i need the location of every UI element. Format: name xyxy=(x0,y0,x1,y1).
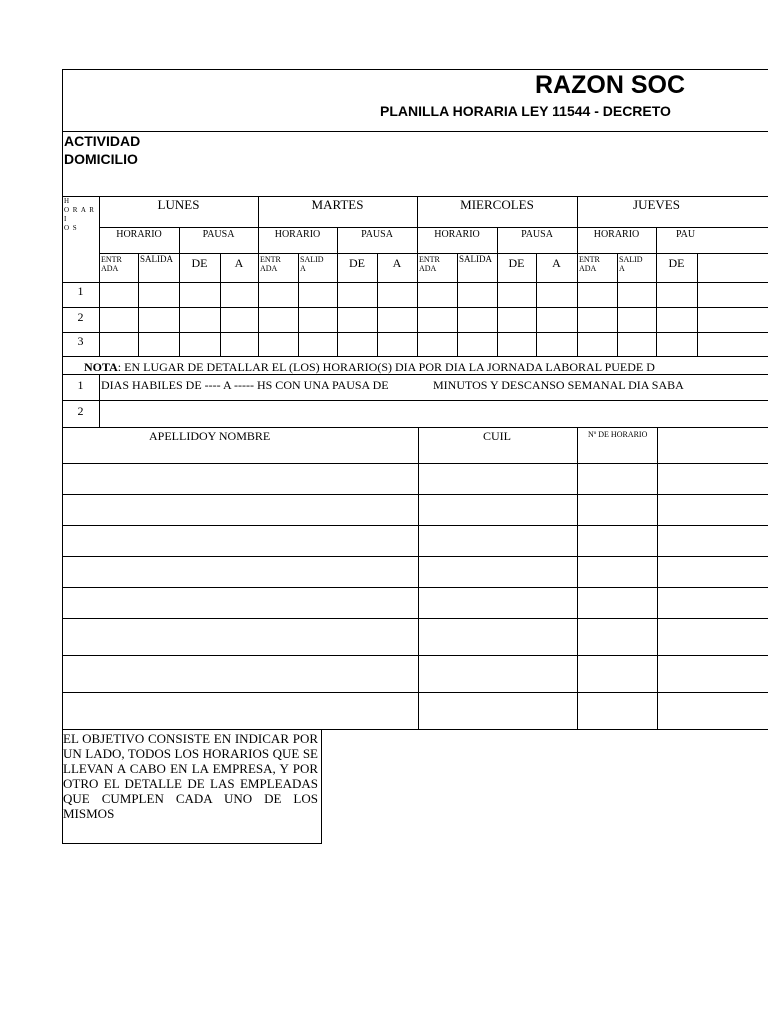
entrada-header-lunes: ENTR ADA xyxy=(101,255,122,273)
jornada-num-border xyxy=(99,374,100,427)
a-header-lunes: A xyxy=(234,256,244,270)
day-header-miercoles: MIERCOLES xyxy=(460,197,534,212)
left-border xyxy=(62,69,63,843)
note-box-right xyxy=(321,729,322,843)
horarios-col-border xyxy=(99,196,100,356)
pausa-border-martes xyxy=(337,227,338,356)
de-header-martes: DE xyxy=(349,256,365,270)
day-border-jueves xyxy=(577,196,578,356)
pausa-border-miercoles xyxy=(497,227,498,356)
pausa-header-jueves: PAU xyxy=(676,229,696,240)
pausa-border-jueves xyxy=(656,227,657,356)
de-header-jueves: DE xyxy=(668,256,685,270)
emp-row-line-7 xyxy=(62,655,768,656)
nota-label: NOTA xyxy=(84,360,118,374)
row-number-3: 3 xyxy=(77,334,84,348)
nota-line xyxy=(84,361,655,373)
salida-header-jueves: SALID A xyxy=(619,255,643,273)
page-title: RAZON SOC xyxy=(535,71,685,99)
row-2-top xyxy=(62,307,768,308)
day-header-jueves: JUEVES xyxy=(633,197,680,212)
day-header-martes: MARTES xyxy=(311,197,364,212)
colheader-border xyxy=(99,253,768,254)
objective-note: EL OBJETIVO CONSISTE EN INDICAR POR UN LADO, TODOS LOS HORARIOS QUE SE LLEVAN A CABO EN LA EMPRESA, Y POR OTRO EL DETALLE DE LAS EMPLEADAS QUE CUMPLEN CADA UNO DE LOS MISMOS xyxy=(63,731,318,821)
schedule-bottom xyxy=(62,356,768,357)
salida-border-miercoles xyxy=(457,253,458,356)
a-header-miercoles: A xyxy=(552,256,561,270)
pausa-header-martes: PAUSA xyxy=(361,229,393,240)
emp-row-line-1 xyxy=(62,463,768,464)
day-border-martes xyxy=(258,196,259,356)
jornada-number-2: 2 xyxy=(77,404,84,418)
jornada-mid xyxy=(62,400,768,401)
emp-header-cuil: CUIL xyxy=(483,429,511,443)
row-3-top xyxy=(62,332,768,333)
row-number-2: 2 xyxy=(77,310,84,324)
jornada-number-1: 1 xyxy=(77,378,84,392)
row-number-1: 1 xyxy=(77,284,84,298)
header-top-border xyxy=(62,69,768,70)
horario-header-lunes: HORARIO xyxy=(116,229,162,240)
emp-header-name: APELLIDOY NOMBRE xyxy=(149,429,271,443)
emp-col-cuil-border xyxy=(418,427,419,729)
emp-row-line-8 xyxy=(62,692,768,693)
horario-header-martes: HORARIO xyxy=(274,229,321,240)
row-1-top xyxy=(62,282,768,283)
horarios-vertical-label: H O R A R I O S xyxy=(64,197,95,232)
a-border-jueves xyxy=(697,253,698,356)
emp-row-line-2 xyxy=(62,494,768,495)
salida-border-lunes xyxy=(138,253,139,356)
emp-row-line-6 xyxy=(62,618,768,619)
salida-header-miercoles: SALIDA xyxy=(459,254,492,264)
emp-row-line-3 xyxy=(62,525,768,526)
day-header-lunes: LUNES xyxy=(157,197,200,212)
day-border-miercoles xyxy=(417,196,418,356)
entrada-header-jueves: ENTR ADA xyxy=(579,255,600,273)
emp-header-horario: Nº DE HORARIO xyxy=(588,430,648,439)
actividad-label: ACTIVIDAD xyxy=(64,133,141,149)
horario-header-jueves: HORARIO xyxy=(593,229,640,240)
jornada-bottom xyxy=(62,427,768,428)
jornada-text-1b: MINUTOS Y DESCANSO SEMANAL DIA SABA xyxy=(433,378,684,392)
header-divider xyxy=(62,131,768,132)
entrada-header-martes: ENTR ADA xyxy=(260,255,281,273)
salida-header-lunes: SALIDA xyxy=(140,254,173,264)
emp-col-next-border xyxy=(657,427,658,729)
pausa-header-lunes: PAUSA xyxy=(202,229,235,240)
page-subtitle: PLANILLA HORARIA LEY 11544 - DECRETO xyxy=(380,103,671,119)
jornada-top xyxy=(62,374,768,375)
salida-header-martes: SALID A xyxy=(300,255,324,273)
emp-row-line-5 xyxy=(62,587,768,588)
emp-col-horario-border xyxy=(577,427,578,729)
domicilio-label: DOMICILIO xyxy=(64,151,138,167)
subheader-border xyxy=(99,227,768,228)
jornada-text-1: DIAS HABILES DE ---- A ----- HS CON UNA PAUSA DE xyxy=(101,378,389,392)
nota-text: : EN LUGAR DE DETALLAR EL (LOS) HORARIO(S) DIA POR DIA LA JORNADA LABORAL PUEDE D xyxy=(117,360,655,374)
emp-table-bottom xyxy=(62,729,768,730)
de-header-lunes: DE xyxy=(191,256,208,270)
pausa-border-lunes xyxy=(179,227,180,356)
horario-header-miercoles: HORARIO xyxy=(434,229,480,240)
note-box-bottom xyxy=(62,843,322,844)
de-header-miercoles: DE xyxy=(508,256,525,270)
a-header-martes: A xyxy=(392,256,402,270)
emp-row-line-4 xyxy=(62,556,768,557)
salida-border-martes xyxy=(298,253,299,356)
salida-border-jueves xyxy=(617,253,618,356)
entrada-header-miercoles: ENTR ADA xyxy=(419,255,440,273)
pausa-header-miercoles: PAUSA xyxy=(521,229,553,240)
